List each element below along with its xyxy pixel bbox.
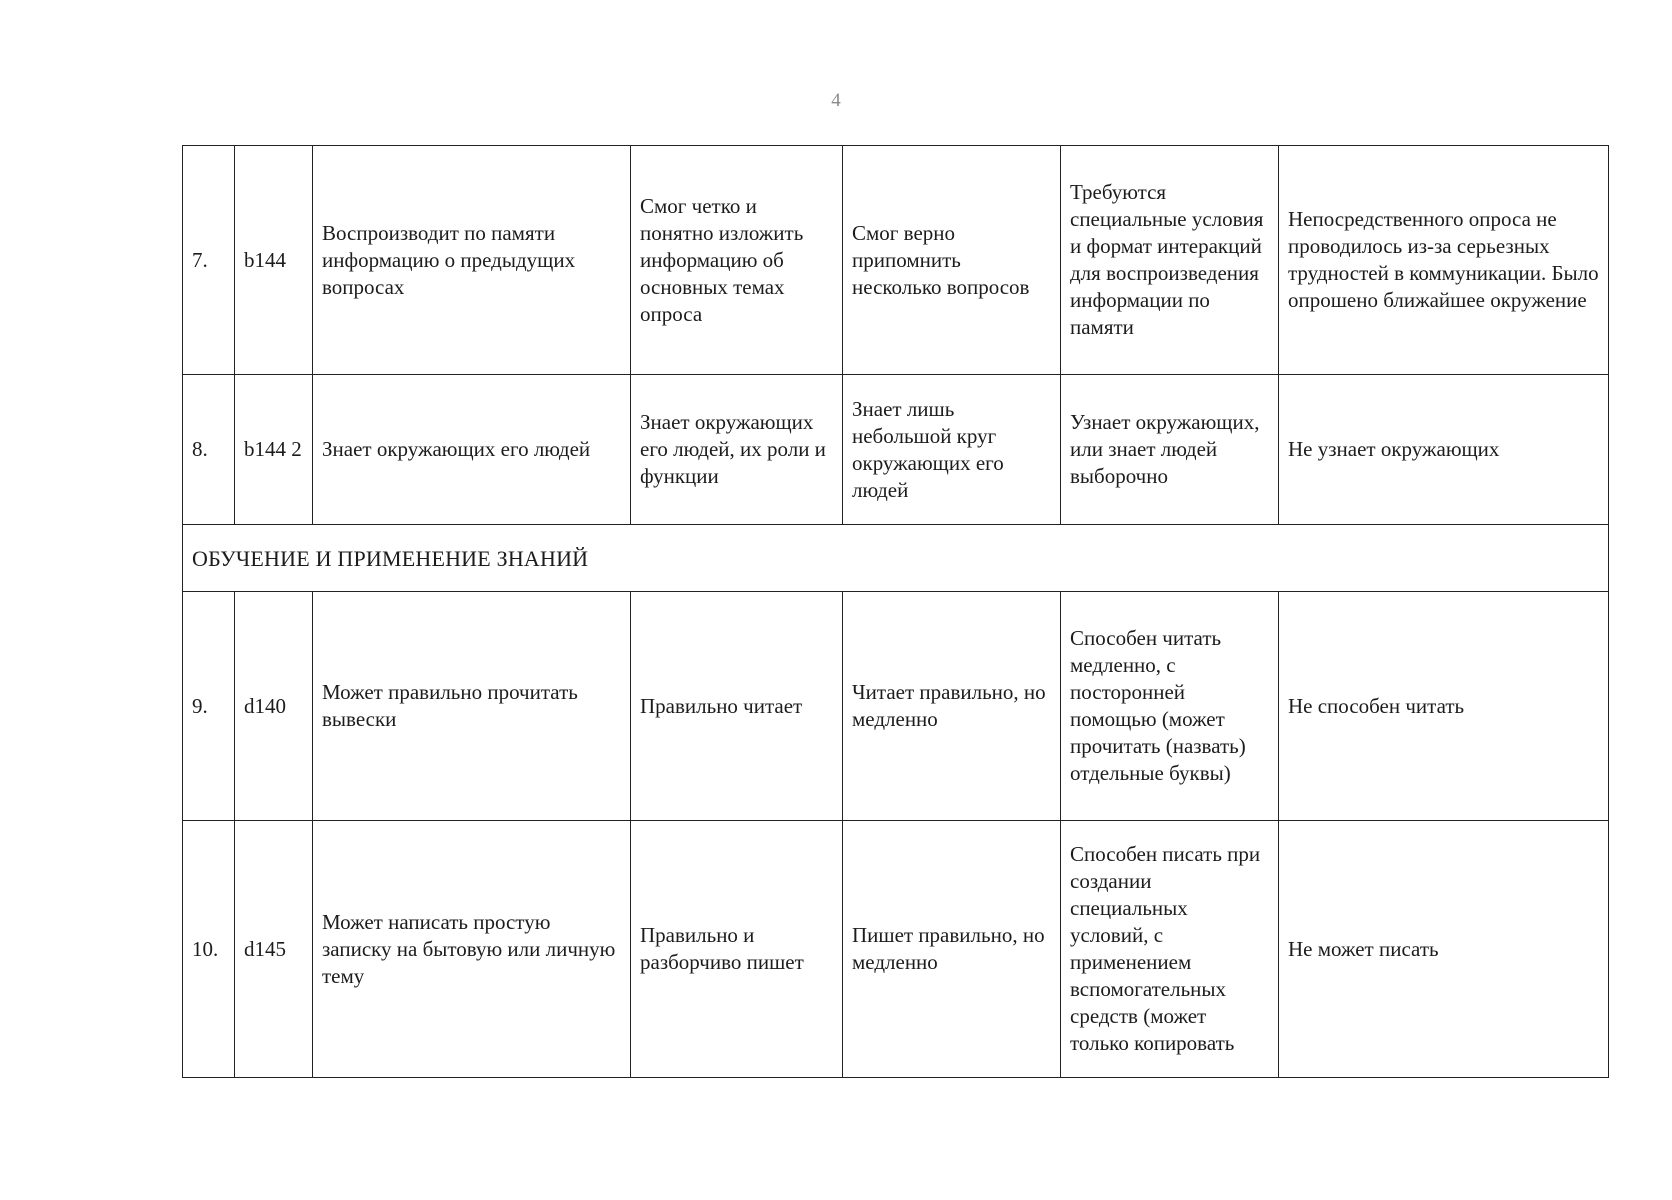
row-level-3: Узнает окружающих, или знает людей выборочно <box>1061 375 1279 525</box>
row-number: 9. <box>183 592 235 821</box>
row-level-2: Читает правильно, но медленно <box>843 592 1061 821</box>
row-level-1: Правильно читает <box>631 592 843 821</box>
row-code: b144 2 <box>235 375 313 525</box>
row-level-1: Смог четко и понятно изложить информацию об основных темах опроса <box>631 146 843 375</box>
assessment-table <box>182 145 1609 1078</box>
row-level-2: Пишет правильно, но медленно <box>843 821 1061 1078</box>
section-row <box>183 525 1609 592</box>
row-level-2: Смог верно припомнить несколько вопросов <box>843 146 1061 375</box>
row-level-1: Правильно и разборчиво пишет <box>631 821 843 1078</box>
row-level-3: Способен писать при создании специальных условий, с применением вспомогательных средств (может только копировать <box>1061 821 1279 1078</box>
row-level-1: Знает окружающих его людей, их роли и функции <box>631 375 843 525</box>
table-row <box>183 375 1609 525</box>
row-number: 10. <box>183 821 235 1078</box>
row-description: Знает окружающих его людей <box>313 375 631 525</box>
row-level-2: Знает лишь небольшой круг окружающих его людей <box>843 375 1061 525</box>
row-code: d140 <box>235 592 313 821</box>
row-description: Может написать простую записку на бытовую или личную тему <box>313 821 631 1078</box>
row-level-3: Требуются специальные условия и формат интеракций для воспроизведения информации по памяти <box>1061 146 1279 375</box>
table-row <box>183 592 1609 821</box>
row-level-4: Не узнает окружающих <box>1279 375 1609 525</box>
table-row <box>183 146 1609 375</box>
row-number: 7. <box>183 146 235 375</box>
page-number: 4 <box>831 90 841 111</box>
row-code: d145 <box>235 821 313 1078</box>
row-level-4: Не способен читать <box>1279 592 1609 821</box>
row-level-4: Непосредственного опроса не проводилось из-за серьезных трудностей в коммуникации. Было опрошено ближайшее окружение <box>1279 146 1609 375</box>
row-description: Может правильно прочитать вывески <box>313 592 631 821</box>
section-title: ОБУЧЕНИЕ И ПРИМЕНЕНИЕ ЗНАНИЙ <box>183 525 1609 592</box>
row-description: Воспроизводит по памяти информацию о предыдущих вопросах <box>313 146 631 375</box>
table-row <box>183 821 1609 1078</box>
row-level-3: Способен читать медленно, с посторонней помощью (может прочитать (назвать) отдельные буквы) <box>1061 592 1279 821</box>
row-number: 8. <box>183 375 235 525</box>
row-level-4: Не может писать <box>1279 821 1609 1078</box>
row-code: b144 <box>235 146 313 375</box>
